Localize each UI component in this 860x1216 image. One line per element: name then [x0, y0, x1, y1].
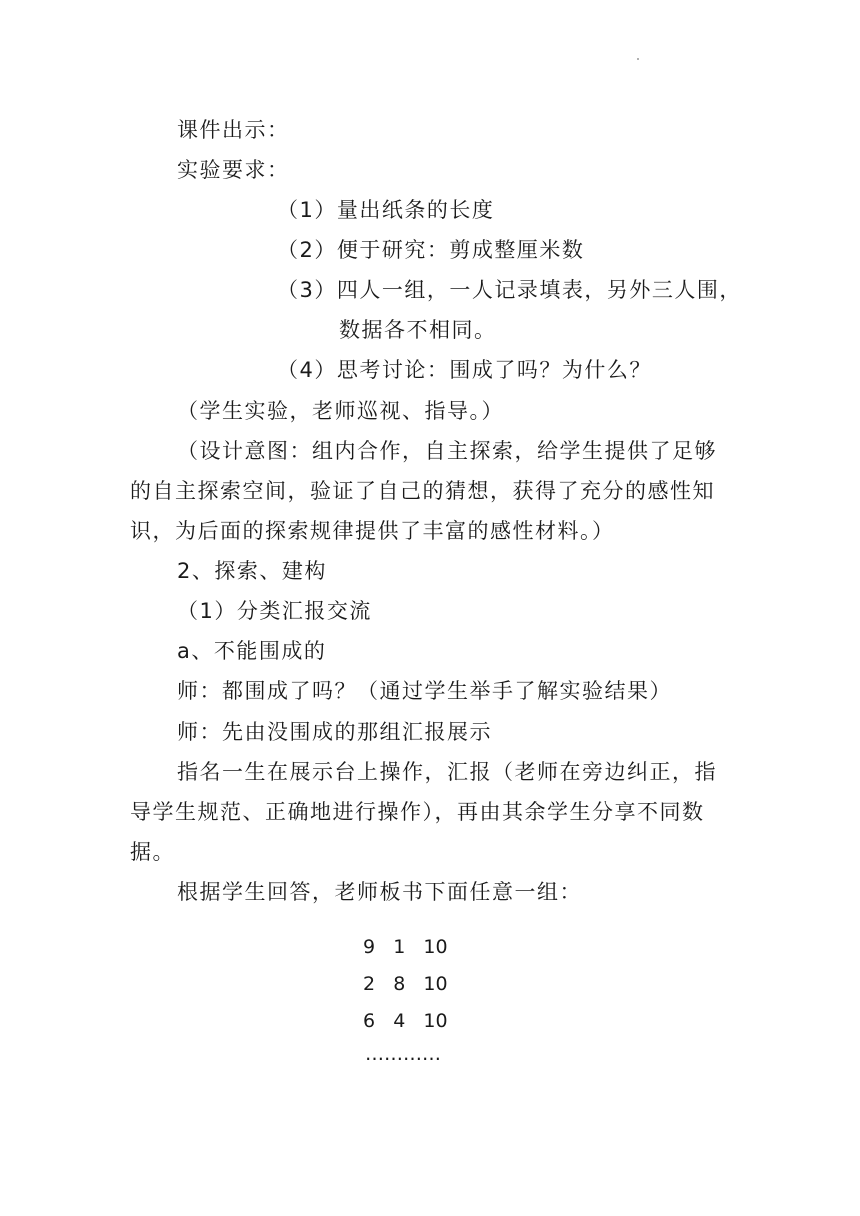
text-line: （学生实验，老师巡视、指导。）: [177, 399, 504, 423]
text-line: 师：都围成了吗？（通过学生举手了解实验结果）: [177, 679, 672, 703]
text-line: 数据各不相同。: [339, 318, 497, 342]
text-line: 识，为后面的探索规律提供了丰富的感性材料。）: [130, 519, 615, 543]
text-line: （4）思考讨论：围成了吗？为什么？: [277, 358, 652, 382]
number-row: 9 1 10: [363, 936, 448, 958]
text-line: a、不能围成的: [177, 639, 327, 663]
text-line: 实验要求：: [177, 158, 290, 182]
text-line: 师：先由没围成的那组汇报展示: [177, 720, 492, 744]
text-line: 根据学生回答，老师板书下面任意一组：: [177, 880, 582, 904]
text-line: 2、探索、建构: [177, 559, 327, 583]
text-line: （2）便于研究：剪成整厘米数: [277, 238, 585, 262]
text-line: 据。: [130, 840, 175, 864]
text-line: （1）分类汇报交流: [177, 599, 372, 623]
number-row: 6 4 10: [363, 1010, 448, 1032]
text-line: 指名一生在展示台上操作，汇报（老师在旁边纠正，指: [177, 760, 717, 784]
text-line: 导学生规范、正确地进行操作），再由其余学生分享不同数: [130, 800, 705, 824]
text-line: （设计意图：组内合作，自主探索，给学生提供了足够: [177, 439, 717, 463]
text-line: 的自主探索空间，验证了自己的猜想，获得了充分的感性知: [130, 479, 715, 503]
text-line: （3）四人一组，一人记录填表，另外三人围，: [277, 278, 742, 302]
ellipsis-row: …………: [365, 1043, 441, 1065]
text-line: （1）量出纸条的长度: [277, 198, 495, 222]
text-line: 课件出示：: [177, 118, 290, 142]
page-dot: [637, 58, 639, 60]
number-row: 2 8 10: [363, 973, 448, 995]
